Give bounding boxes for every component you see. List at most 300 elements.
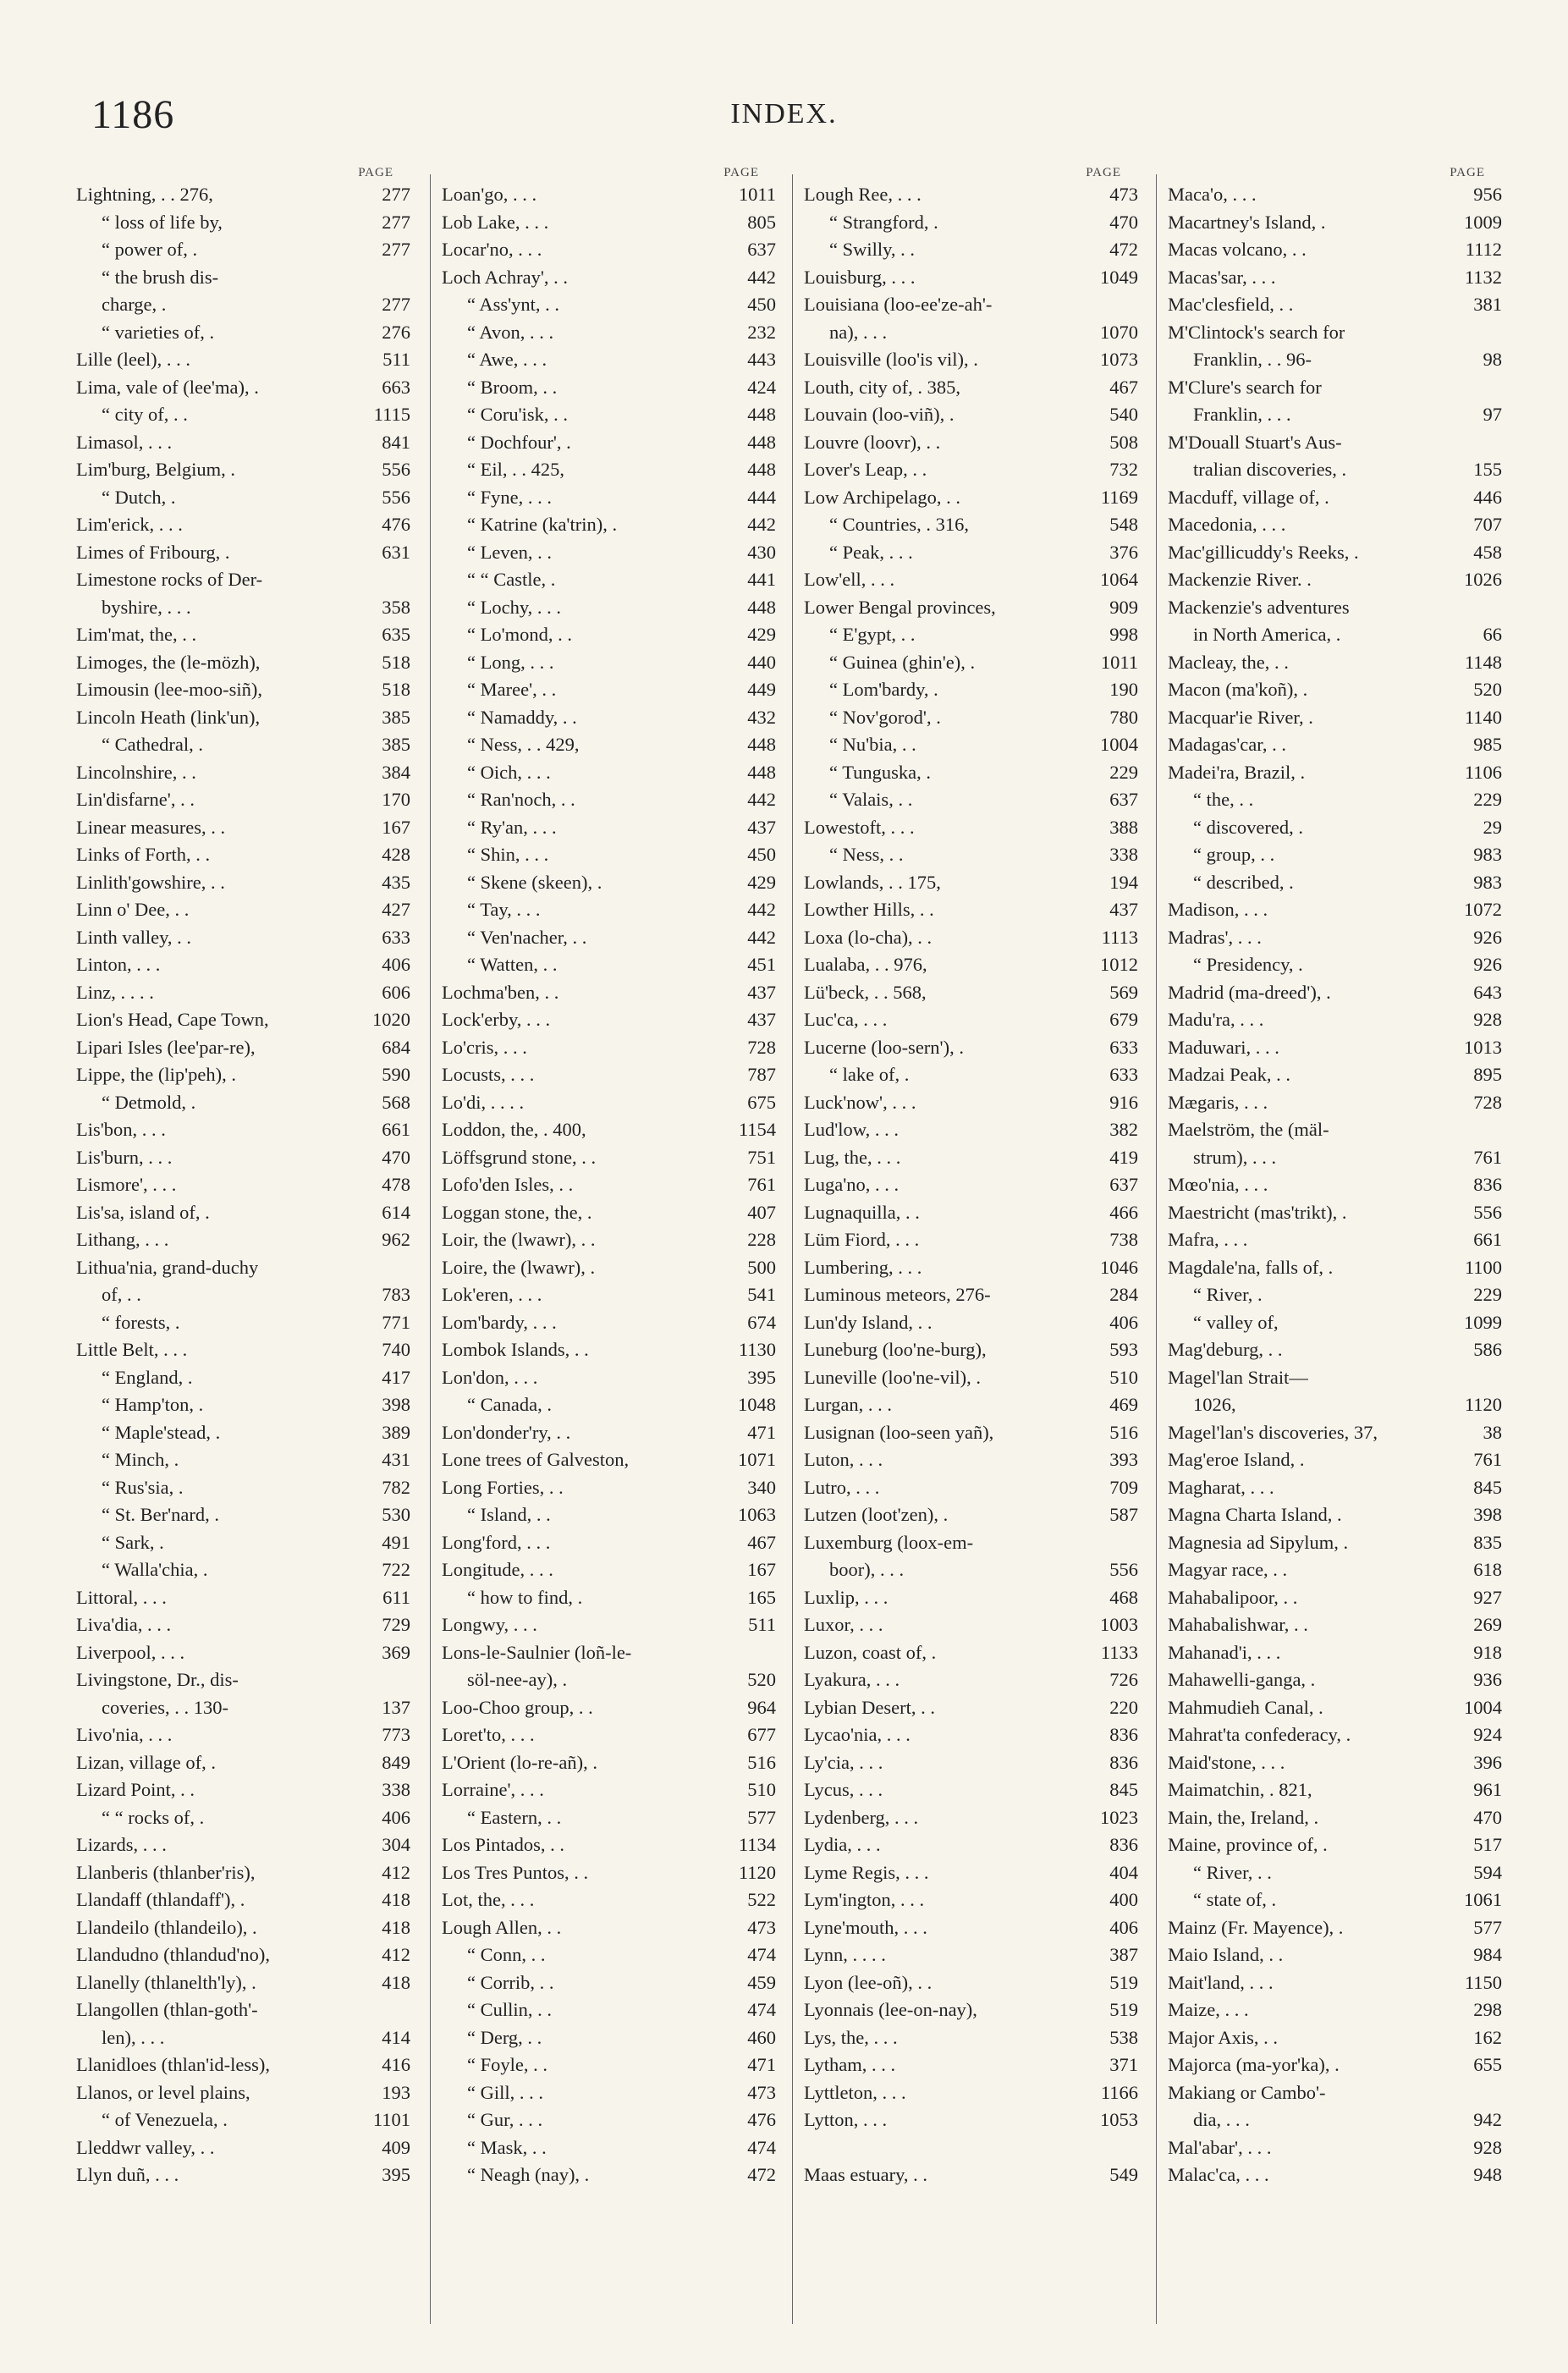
index-entry bbox=[442, 1914, 776, 1942]
entry-page: 926 bbox=[1473, 926, 1502, 948]
entry-page: 1072 bbox=[1464, 899, 1502, 920]
index-entry bbox=[76, 1859, 410, 1887]
entry-page: 841 bbox=[382, 431, 410, 453]
index-entry bbox=[442, 1776, 776, 1804]
index-entry bbox=[804, 1006, 1138, 1034]
entry-name: “ Canada, . bbox=[467, 1394, 552, 1415]
index-column-1 bbox=[76, 166, 410, 2332]
entry-page: 1133 bbox=[1100, 1641, 1138, 1663]
entry-name: Loggan stone, the, . bbox=[442, 1201, 592, 1223]
entry-page: 964 bbox=[747, 1696, 776, 1718]
entry-name: Madei'ra, Brazil, . bbox=[1168, 761, 1306, 783]
entry-name: Lusignan (loo-seen yañ), bbox=[804, 1421, 994, 1443]
entry-page: 520 bbox=[747, 1669, 776, 1690]
index-entry bbox=[804, 374, 1138, 402]
index-entry bbox=[1168, 814, 1502, 842]
index-entry bbox=[1168, 2106, 1502, 2134]
entry-page: 424 bbox=[747, 376, 776, 398]
entry-name: Maio Island, . . bbox=[1168, 1944, 1284, 1965]
index-entry bbox=[442, 1694, 776, 1722]
entry-name: Ly'cia, . . . bbox=[804, 1751, 883, 1773]
entry-name: Lleddwr valley, . . bbox=[76, 2136, 215, 2158]
index-entry bbox=[76, 181, 410, 209]
entry-page: 298 bbox=[1473, 1999, 1502, 2020]
entry-name: Lofo'den Isles, . . bbox=[442, 1174, 574, 1195]
entry-name: Lü'beck, . . 568, bbox=[804, 981, 927, 1003]
index-entry bbox=[442, 759, 776, 787]
entry-name: Longitude, . . . bbox=[442, 1559, 553, 1580]
entry-name: strum), . . . bbox=[1193, 1146, 1277, 1168]
index-entry bbox=[804, 594, 1138, 622]
entry-page: 400 bbox=[1109, 1889, 1138, 1910]
entry-name: “ Gill, . . . bbox=[467, 2081, 543, 2103]
index-entry bbox=[804, 2051, 1138, 2079]
entry-name: Louisburg, . . . bbox=[804, 266, 916, 288]
entry-page: 661 bbox=[1473, 1229, 1502, 1250]
index-entry bbox=[76, 649, 410, 677]
entry-page: 1063 bbox=[738, 1504, 776, 1525]
index-entry bbox=[76, 2024, 410, 2052]
entry-page: 726 bbox=[1109, 1669, 1138, 1690]
index-entry bbox=[76, 814, 410, 842]
entry-name: Linton, . . . bbox=[76, 954, 161, 975]
entry-page: 1148 bbox=[1464, 651, 1502, 673]
index-entry bbox=[1168, 1721, 1502, 1749]
index-entry bbox=[804, 2024, 1138, 2052]
index-entry bbox=[1168, 896, 1502, 924]
index-entry bbox=[76, 869, 410, 897]
entry-page: 511 bbox=[748, 1614, 776, 1635]
entry-name: M'Douall Stuart's Aus- bbox=[1168, 431, 1342, 453]
index-entry bbox=[804, 841, 1138, 869]
entry-page: 606 bbox=[382, 981, 410, 1003]
entry-page: 1004 bbox=[1100, 734, 1138, 755]
entry-name: Lim'mat, the, . . bbox=[76, 624, 197, 645]
entry-name: “ E'gypt, . . bbox=[829, 624, 916, 645]
index-entry bbox=[442, 401, 776, 429]
entry-page: 170 bbox=[382, 789, 410, 810]
entry-page: 277 bbox=[382, 211, 410, 233]
entry-page: 429 bbox=[747, 871, 776, 893]
entry-page: 618 bbox=[1473, 1559, 1502, 1580]
entry-name: Low'ell, . . . bbox=[804, 569, 895, 590]
entry-name: Maca'o, . . . bbox=[1168, 184, 1257, 205]
index-entry bbox=[442, 896, 776, 924]
index-entry bbox=[442, 1501, 776, 1529]
entry-page: 467 bbox=[747, 1531, 776, 1553]
entry-name: Lis'burn, . . . bbox=[76, 1146, 173, 1168]
entry-name: “ Long, . . . bbox=[467, 651, 554, 673]
index-entry bbox=[442, 621, 776, 649]
entry-page: 432 bbox=[747, 706, 776, 728]
entry-page: 1120 bbox=[1464, 1394, 1502, 1415]
entry-page: 637 bbox=[747, 239, 776, 260]
entry-page: 1013 bbox=[1464, 1036, 1502, 1058]
index-entry bbox=[1168, 594, 1502, 622]
entry-page: 783 bbox=[382, 1284, 410, 1305]
index-entry bbox=[1168, 759, 1502, 787]
index-entry bbox=[1168, 841, 1502, 869]
entry-page: 568 bbox=[382, 1091, 410, 1113]
entry-page: 500 bbox=[747, 1256, 776, 1278]
entry-name: Loo-Choo group, . . bbox=[442, 1696, 593, 1718]
entry-page: 442 bbox=[747, 789, 776, 810]
entry-page: 928 bbox=[1473, 1009, 1502, 1030]
entry-page: 1053 bbox=[1100, 2109, 1138, 2130]
entry-page: 441 bbox=[747, 569, 776, 590]
index-entry bbox=[804, 1584, 1138, 1612]
entry-name: Mafra, . . . bbox=[1168, 1229, 1248, 1250]
entry-page: 406 bbox=[382, 954, 410, 975]
entry-name: “ River, . . bbox=[1193, 1861, 1272, 1883]
entry-page: 675 bbox=[747, 1091, 776, 1113]
index-entry bbox=[1168, 1171, 1502, 1199]
entry-name: dia, . . . bbox=[1193, 2109, 1250, 2130]
entry-page: 1073 bbox=[1100, 349, 1138, 370]
entry-page: 472 bbox=[1109, 239, 1138, 260]
index-entry bbox=[442, 566, 776, 594]
entry-name: Los Pintados, . . bbox=[442, 1834, 565, 1855]
entry-name: Mainz (Fr. Mayence), . bbox=[1168, 1916, 1344, 1938]
entry-name: “ Shin, . . . bbox=[467, 844, 549, 865]
entry-page: 470 bbox=[382, 1146, 410, 1168]
entry-name: Magel'lan Strait— bbox=[1168, 1366, 1308, 1388]
entry-page: 448 bbox=[747, 459, 776, 480]
entry-page: 277 bbox=[382, 294, 410, 315]
index-entry bbox=[442, 1639, 776, 1667]
entry-page: 162 bbox=[1473, 2026, 1502, 2048]
entry-name: Mœo'nia, . . . bbox=[1168, 1174, 1268, 1195]
entry-name: Luneville (loo'ne-vil), . bbox=[804, 1366, 981, 1388]
index-entry bbox=[804, 1336, 1138, 1364]
index-entry bbox=[1168, 1749, 1502, 1777]
entry-name: Louvain (loo-viñ), . bbox=[804, 404, 955, 425]
index-entry bbox=[1168, 484, 1502, 512]
index-entry bbox=[442, 704, 776, 732]
entry-name: Lizard Point, . . bbox=[76, 1779, 195, 1800]
entry-page: 284 bbox=[1109, 1284, 1138, 1305]
entry-name: Llandaff (thlandaff'), . bbox=[76, 1889, 245, 1910]
entry-name: Lone trees of Galveston, bbox=[442, 1449, 630, 1470]
entry-name: Llandeilo (thlandeilo), . bbox=[76, 1916, 257, 1938]
index-entry bbox=[442, 1254, 776, 1282]
entry-name: “ the, . . bbox=[1193, 789, 1254, 810]
entry-name: Linz, . . . . bbox=[76, 981, 154, 1003]
entry-page: 918 bbox=[1473, 1641, 1502, 1663]
entry-name: “ Rus'sia, . bbox=[102, 1476, 184, 1498]
page-column-label: PAGE bbox=[358, 166, 393, 179]
index-entry bbox=[76, 1281, 410, 1309]
index-entry bbox=[76, 1171, 410, 1199]
index-entry bbox=[804, 346, 1138, 374]
index-entry bbox=[76, 319, 410, 347]
entry-name: Lydia, . . . bbox=[804, 1834, 881, 1855]
entry-page: 229 bbox=[1473, 789, 1502, 810]
entry-name: Macleay, the, . . bbox=[1168, 651, 1289, 673]
entry-name: Llangollen (thlan-goth'- bbox=[76, 1999, 258, 2020]
index-entry bbox=[1168, 264, 1502, 292]
entry-page: 835 bbox=[1473, 1531, 1502, 1553]
index-entry bbox=[804, 1226, 1138, 1254]
index-entry bbox=[804, 1859, 1138, 1887]
entry-page: 577 bbox=[747, 1806, 776, 1828]
entry-name: “ the brush dis- bbox=[102, 266, 219, 288]
entry-page: 277 bbox=[382, 239, 410, 260]
entry-page: 448 bbox=[747, 404, 776, 425]
index-entry bbox=[804, 401, 1138, 429]
index-entry bbox=[1168, 374, 1502, 402]
entry-name: Long Forties, . . bbox=[442, 1476, 564, 1498]
entry-name: Lok'eren, . . . bbox=[442, 1284, 542, 1305]
entry-page: 442 bbox=[747, 514, 776, 535]
index-entry bbox=[442, 2106, 776, 2134]
entry-name: len), . . . bbox=[102, 2026, 165, 2048]
entry-page: 229 bbox=[1109, 761, 1138, 783]
entry-name: Louisiana (loo-ee'ze-ah'- bbox=[804, 294, 993, 315]
index-entry bbox=[1168, 1611, 1502, 1639]
entry-page: 190 bbox=[1109, 679, 1138, 700]
entry-name: Lucerne (loo-sern'), . bbox=[804, 1036, 964, 1058]
index-entry bbox=[804, 1556, 1138, 1584]
index-entry bbox=[804, 1281, 1138, 1309]
entry-name: Liva'dia, . . . bbox=[76, 1614, 172, 1635]
entry-page: 442 bbox=[747, 266, 776, 288]
index-entry bbox=[1168, 1226, 1502, 1254]
index-entry bbox=[804, 264, 1138, 292]
entry-name: Lion's Head, Cape Town, bbox=[76, 1009, 269, 1030]
index-entry bbox=[804, 1969, 1138, 1997]
entry-page: 942 bbox=[1473, 2109, 1502, 2130]
index-entry bbox=[1168, 1419, 1502, 1447]
entry-name: Lytham, . . . bbox=[804, 2054, 896, 2075]
column-divider bbox=[430, 174, 431, 2324]
entry-name: Luminous meteors, 276- bbox=[804, 1284, 991, 1305]
index-entry bbox=[442, 1584, 776, 1612]
entry-page: 440 bbox=[747, 651, 776, 673]
index-entry bbox=[76, 924, 410, 952]
entry-page: 1130 bbox=[738, 1339, 776, 1360]
index-entry bbox=[442, 1996, 776, 2024]
entry-name: “ Swilly, . . bbox=[829, 239, 916, 260]
entry-name: Lon'donder'ry, . . bbox=[442, 1421, 571, 1443]
index-entry bbox=[442, 346, 776, 374]
index-entry bbox=[1168, 1254, 1502, 1282]
entry-name: 1026, bbox=[1193, 1394, 1236, 1415]
index-entry bbox=[1168, 1309, 1502, 1337]
index-entry bbox=[1168, 1391, 1502, 1419]
entry-name: Lycao'nia, . . . bbox=[804, 1724, 911, 1745]
entry-page: 707 bbox=[1473, 514, 1502, 535]
entry-page: 384 bbox=[382, 761, 410, 783]
index-entry bbox=[76, 1391, 410, 1419]
entry-name: Madu'ra, . . . bbox=[1168, 1009, 1264, 1030]
entry-name: “ Dutch, . bbox=[102, 486, 176, 508]
entry-page: 29 bbox=[1483, 816, 1502, 838]
index-entry bbox=[76, 1089, 410, 1117]
index-entry bbox=[1168, 1474, 1502, 1502]
index-entry bbox=[804, 1639, 1138, 1667]
index-entry bbox=[442, 1281, 776, 1309]
entry-name: “ Corrib, . . bbox=[467, 1971, 554, 1993]
index-entry bbox=[804, 566, 1138, 594]
entry-page: 516 bbox=[747, 1751, 776, 1773]
index-entry bbox=[804, 1171, 1138, 1199]
entry-page: 985 bbox=[1473, 734, 1502, 755]
index-entry bbox=[442, 319, 776, 347]
entry-page: 1046 bbox=[1100, 1256, 1138, 1278]
entry-page: 137 bbox=[382, 1696, 410, 1718]
entry-page: 97 bbox=[1483, 404, 1502, 425]
index-entry bbox=[76, 1529, 410, 1557]
entry-page: 637 bbox=[1109, 789, 1138, 810]
entry-name: “ Leven, . . bbox=[467, 541, 552, 563]
entry-page: 1150 bbox=[1464, 1971, 1502, 1993]
entry-page: 909 bbox=[1109, 596, 1138, 618]
entry-name: Loir, the (lwawr), . . bbox=[442, 1229, 596, 1250]
index-entry bbox=[442, 374, 776, 402]
index-entry bbox=[1168, 429, 1502, 457]
index-entry bbox=[804, 704, 1138, 732]
entry-page: 1106 bbox=[1464, 761, 1502, 783]
entry-name: “ “ Castle, . bbox=[467, 569, 556, 590]
entry-name: “ Neagh (nay), . bbox=[467, 2164, 590, 2185]
entry-page: 836 bbox=[1109, 1724, 1138, 1745]
entry-name: “ Avon, . . . bbox=[467, 321, 554, 343]
entry-page: 519 bbox=[1109, 1971, 1138, 1993]
entry-name: of, . . bbox=[102, 1284, 141, 1305]
entry-name: Lumbering, . . . bbox=[804, 1256, 922, 1278]
index-entry bbox=[442, 594, 776, 622]
entry-name: Limoges, the (le-mözh), bbox=[76, 651, 261, 673]
index-entry bbox=[804, 1034, 1138, 1062]
index-entry bbox=[1168, 181, 1502, 209]
entry-name: “ Maple'stead, . bbox=[102, 1421, 221, 1443]
entry-name: “ Derg, . . bbox=[467, 2026, 542, 2048]
entry-list bbox=[76, 181, 410, 2189]
entry-name: Lizan, village of, . bbox=[76, 1751, 216, 1773]
entry-page: 474 bbox=[747, 2136, 776, 2158]
entry-page: 406 bbox=[382, 1806, 410, 1828]
entry-name: Linlith'gowshire, . . bbox=[76, 871, 225, 893]
entry-page: 1166 bbox=[1100, 2081, 1138, 2103]
entry-page: 376 bbox=[1109, 541, 1138, 563]
entry-name: Maas estuary, . . bbox=[804, 2163, 927, 2185]
entry-page: 388 bbox=[1109, 816, 1138, 838]
entry-name: “ Ry'an, . . . bbox=[467, 816, 557, 838]
index-entry bbox=[804, 621, 1138, 649]
index-entry bbox=[76, 1776, 410, 1804]
entry-page: 611 bbox=[382, 1586, 410, 1608]
index-entry bbox=[442, 539, 776, 567]
entry-page: 633 bbox=[1109, 1036, 1138, 1058]
entry-name: Lombok Islands, . . bbox=[442, 1339, 589, 1360]
entry-name: Lot, the, . . . bbox=[442, 1889, 535, 1910]
entry-page: 556 bbox=[1473, 1201, 1502, 1223]
entry-name: Liverpool, . . . bbox=[76, 1641, 185, 1663]
index-entry bbox=[1168, 2024, 1502, 2052]
entry-name: Mahawelli-ganga, . bbox=[1168, 1669, 1316, 1690]
entry-name: Lowestoft, . . . bbox=[804, 816, 915, 838]
entry-list bbox=[1168, 181, 1502, 2189]
index-entry bbox=[442, 1061, 776, 1089]
entry-page: 511 bbox=[382, 349, 410, 370]
entry-name: Macas'sar, . . . bbox=[1168, 266, 1276, 288]
entry-page: 459 bbox=[747, 1971, 776, 1993]
entry-name: Lurgan, . . . bbox=[804, 1394, 892, 1415]
index-entry bbox=[76, 484, 410, 512]
index-entry bbox=[76, 291, 410, 319]
index-entry bbox=[1168, 924, 1502, 952]
index-columns bbox=[76, 166, 1515, 2332]
entry-name: Madagas'car, . . bbox=[1168, 734, 1286, 755]
entry-name: Lizards, . . . bbox=[76, 1834, 167, 1855]
entry-page: 661 bbox=[382, 1119, 410, 1140]
entry-name: Lydenberg, . . . bbox=[804, 1806, 919, 1828]
entry-name: Links of Forth, . . bbox=[76, 844, 211, 865]
index-entry bbox=[442, 264, 776, 292]
entry-name: Magharat, . . . bbox=[1168, 1476, 1274, 1498]
entry-name: “ Watten, . . bbox=[467, 954, 558, 975]
entry-page: 1048 bbox=[738, 1394, 776, 1415]
index-entry bbox=[1168, 676, 1502, 704]
entry-name: Lille (leel), . . . bbox=[76, 349, 190, 370]
index-entry bbox=[804, 456, 1138, 484]
entry-name: Lowther Hills, . . bbox=[804, 899, 934, 920]
index-entry bbox=[804, 181, 1138, 209]
entry-page: 389 bbox=[382, 1421, 410, 1443]
column-divider bbox=[1156, 174, 1157, 2324]
entry-page: 962 bbox=[382, 1229, 410, 1250]
index-entry bbox=[442, 1034, 776, 1062]
entry-name: “ Fyne, . . . bbox=[467, 486, 552, 508]
entry-page: 556 bbox=[382, 459, 410, 480]
entry-name: “ Mask, . . bbox=[467, 2136, 547, 2158]
index-entry bbox=[442, 1529, 776, 1557]
entry-name: tralian discoveries, . bbox=[1193, 459, 1347, 480]
entry-name: Longwy, . . . bbox=[442, 1614, 537, 1635]
entry-name: Luzon, coast of, . bbox=[804, 1641, 937, 1663]
entry-page: 1023 bbox=[1100, 1806, 1138, 1828]
index-entry bbox=[1168, 2161, 1502, 2189]
entry-page: 449 bbox=[747, 679, 776, 700]
entry-name: Madison, . . . bbox=[1168, 899, 1268, 920]
entry-page: 998 bbox=[1109, 624, 1138, 645]
index-entry bbox=[804, 539, 1138, 567]
entry-name: “ Tunguska, . bbox=[829, 761, 932, 783]
entry-page: 406 bbox=[1109, 1916, 1138, 1938]
index-entry bbox=[442, 209, 776, 237]
entry-page: 594 bbox=[1473, 1861, 1502, 1883]
index-entry bbox=[442, 1666, 776, 1694]
entry-page: 194 bbox=[1109, 871, 1138, 893]
entry-page: 541 bbox=[747, 1284, 776, 1305]
index-entry bbox=[76, 1556, 410, 1584]
index-entry bbox=[442, 484, 776, 512]
page-column-label: PAGE bbox=[1086, 166, 1121, 179]
entry-page: 167 bbox=[382, 816, 410, 838]
entry-page: 428 bbox=[382, 844, 410, 865]
entry-name: Magdale'na, falls of, . bbox=[1168, 1256, 1334, 1278]
entry-page: 417 bbox=[382, 1366, 410, 1388]
entry-page: 358 bbox=[382, 596, 410, 618]
entry-name: Lock'erby, . . . bbox=[442, 1009, 551, 1030]
entry-name: “ Nov'gorod', . bbox=[829, 706, 941, 728]
entry-name: Mag'deburg, . . bbox=[1168, 1339, 1283, 1360]
index-column-4 bbox=[1168, 166, 1502, 2332]
entry-name: “ Foyle, . . bbox=[467, 2054, 547, 2075]
entry-name: Malac'ca, . . . bbox=[1168, 2164, 1269, 2185]
entry-page: 228 bbox=[747, 1229, 776, 1250]
